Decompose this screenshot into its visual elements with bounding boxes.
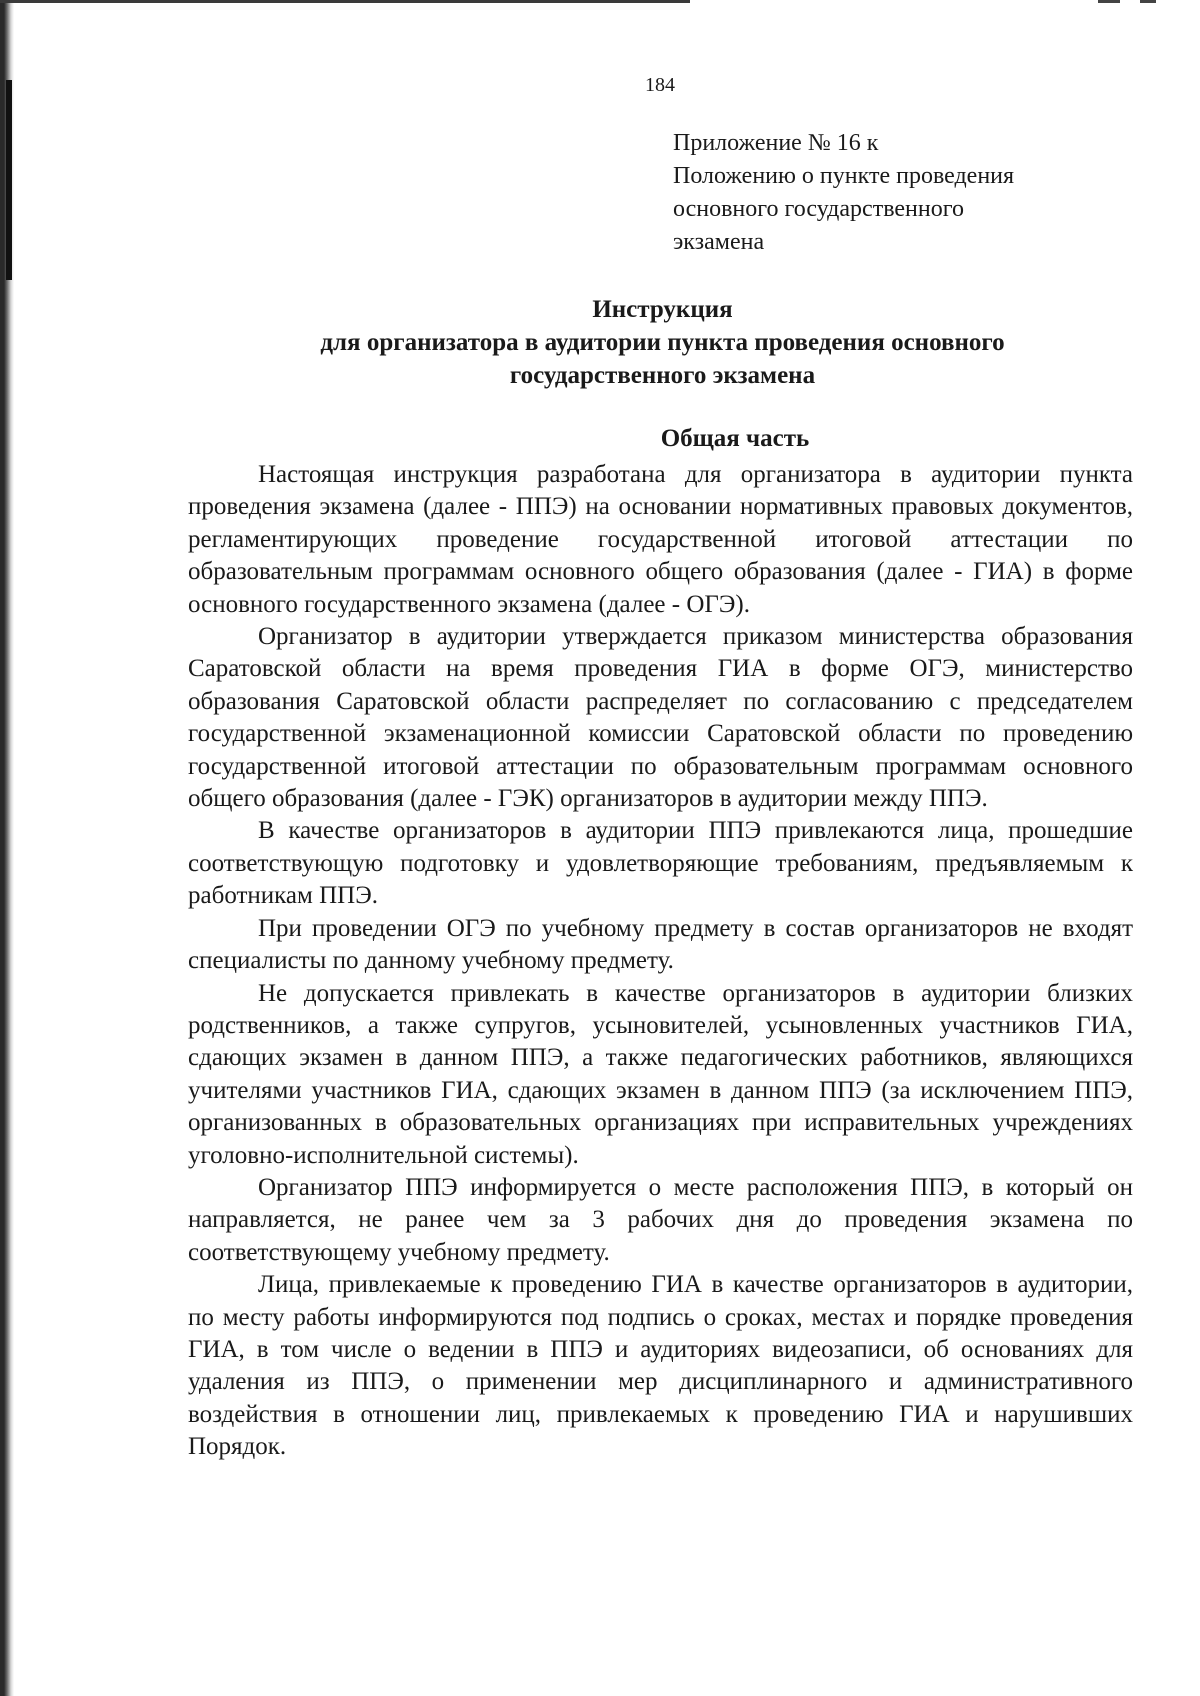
paragraph: Лица, привлекаемые к проведению ГИА в качестве организаторов в аудитории, по месту работы информируются под подпись о сроках, местах и порядке проведения ГИА, в том числе о ведении в ППЭ и аудиториях видеозаписи, об основаниях для удаления из ППЭ, о применении мер дисциплинарного и административного воздействия в отношении лиц, привлекаемых к проведению ГИА и нарушивших Порядок. [188,1271,1133,1461]
document-title [190,293,1135,392]
page-number: 184 [645,74,675,96]
scan-top-edge-mark [1098,0,1120,3]
paragraph: Организатор ППЭ информируется о месте расположения ППЭ, в который он направляется, не ранее чем за 3 рабочих дня до проведения экзамена по соответствующему учебному предмету. [188,1173,1133,1266]
appendix-line: Приложение № 16 к [673,130,879,156]
scan-left-edge-mark [6,80,12,280]
paragraph: При проведении ОГЭ по учебному предмету в состав организаторов не входят специалисты по данному учебному предмету. [188,914,1133,975]
appendix-line: основного государственного [673,196,964,222]
section-title: Общая часть [660,425,810,452]
appendix-line: Положению о пункте проведения [673,163,1015,189]
title-line: Инструкция [592,296,733,323]
title-line: государственного экзамена [509,362,816,389]
paragraph: Не допускается привлекать в качестве организаторов в аудитории близких родственников, а также супругов, усыновителей, усыновленных участников ГИА, сдающих экзамен в данном ППЭ, а также педагогических работников, являющихся учителями участников ГИА, сдающих экзамен в данном ППЭ (за исключением ППЭ, организованных в образовательных организациях при исправительных учреждениях уголовно-исполнительной системы). [188,979,1133,1169]
paragraph: Организатор в аудитории утверждается приказом министерства образования Саратовской области на время проведения ГИА в форме ОГЭ, министерство образования Саратовской области распределяет по согласованию с председателем государственной экзаменационной комиссии Саратовской области по проведению государственной итоговой аттестации по образовательным программам основного общего образования (далее - ГЭК) организаторов в аудитории между ППЭ. [188,623,1133,813]
body-text [188,459,1133,1464]
scan-top-edge [0,0,690,3]
appendix-line: экзамена [673,229,765,255]
scan-top-edge-mark [1140,0,1156,3]
title-line: для организатора в аудитории пункта проведения основного [320,329,1005,356]
paragraph: В качестве организаторов в аудитории ППЭ привлекаются лица, прошедшие соответствующую подготовку и удовлетворяющие требованиям, предъявляемым к работникам ППЭ. [188,817,1133,910]
appendix-note [673,127,1014,259]
paragraph: Настоящая инструкция разработана для организатора в аудитории пункта проведения экзамена (далее - ППЭ) на основании нормативных правовых документов, регламентирующих проведение государственной итоговой аттестации по образовательным программам основного общего образования (далее - ГИА) в форме основного государственного экзамена (далее - ОГЭ). [188,461,1133,618]
